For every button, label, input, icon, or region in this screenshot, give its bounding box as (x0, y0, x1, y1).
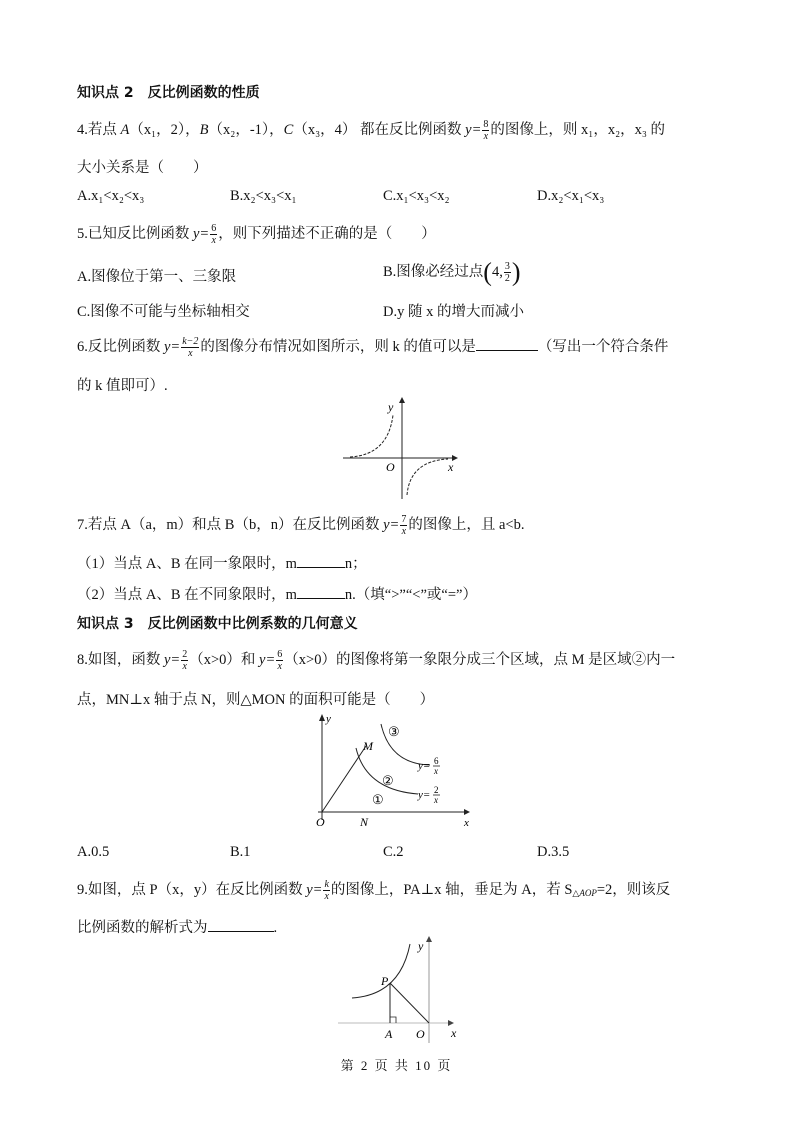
q7-part2-blank[interactable] (297, 598, 345, 599)
section-heading-3: 知识点 3 反比例函数中比例系数的几何意义 (77, 616, 358, 632)
q5-suffix: ，则下列描述不正确的是（ ） (218, 226, 436, 242)
question-7-part-1 (77, 552, 367, 573)
q4-suffix: 的图像上，则 x₁，x₂，x₃ 的 (490, 122, 666, 138)
question-7-part-2 (77, 583, 477, 604)
q8-f2-fraction (276, 649, 283, 672)
q8-f2-y: y= (259, 652, 276, 668)
q8-option-d[interactable]: D.3.5 (537, 844, 570, 860)
q6-fraction (181, 336, 199, 359)
q4-option-b[interactable]: B.x₂<x₃<x₁ (230, 188, 297, 204)
q8-point-m-label: M (363, 739, 373, 753)
question-4-line1: 4.若点 A（x₁，2），B（x₂，-1），C（x₃，4） 都在反比例函数 y= $\frac{8}{x}$ 的图像上，则 x₁，x₂，x₃ 的 (77, 119, 666, 143)
question-9-line1 (77, 878, 670, 902)
q8-f2-num: 6 (277, 649, 283, 661)
q9-suffix: 的图像上，PA⊥x 轴，垂足为 A，若 S (330, 882, 573, 898)
q8-curve6-label: y= (418, 760, 431, 772)
q8-region-2: ② (382, 773, 394, 788)
q8-y-arrow-icon (319, 714, 325, 721)
q7-part2-suffix: n.（填“>”“<”或“=”） (344, 587, 477, 603)
q8-prefix: 8.如图，函数 (77, 652, 164, 668)
q7-part1-suffix: n； (344, 556, 367, 572)
q9-suffix2: =2，则该反 (596, 882, 671, 898)
q8-curve2-num: 2 (434, 785, 439, 795)
q4-option-d[interactable]: D.x₂<x₁<x₃ (537, 188, 605, 204)
question-9-line2 (77, 916, 277, 937)
q4-point-b-coords: （x₂，-1） (208, 122, 270, 138)
q5-frac-den: x (211, 235, 216, 247)
q9-frac-den: x (324, 891, 329, 903)
q5-point-x: 4, (491, 264, 503, 280)
q5-prefix: 5.已知反比例函数 (77, 226, 193, 242)
q7-suffix: 的图像上，且 a<b. (408, 517, 525, 533)
q7-part1-prefix: （1）当点 A、B 在同一象限时，m (77, 556, 297, 572)
q5-point-num: 3 (504, 261, 510, 273)
q9-subscript: △AOP (572, 888, 597, 898)
q9-graph (338, 935, 463, 1045)
page-footer: 第 2 页 共 10 页 (340, 1058, 453, 1073)
question-5-line1 (77, 222, 436, 246)
question-7-line1 (77, 513, 524, 537)
q8-option-a[interactable]: A.0.5 (77, 844, 110, 860)
q8-f1-cond: （x>0）和 (189, 652, 260, 668)
q7-frac-den: x (401, 526, 407, 538)
q8-curve6-num: 6 (434, 756, 439, 766)
q9-line2-text: 比例函数的解析式为 (77, 920, 208, 936)
q9-frac-num: k (324, 879, 329, 891)
q4-fraction (482, 119, 489, 142)
q6-suffix: 的图像分布情况如图所示，则 k 的值可以是 (200, 339, 476, 355)
q8-f1-num: 2 (182, 649, 188, 661)
q6-graph (340, 395, 460, 500)
q5-option-c[interactable]: C.图像不可能与坐标轴相交 (77, 304, 250, 320)
q4-point-c-coords: （x₃，4） (293, 122, 357, 138)
q9-y-arrow-icon (426, 936, 432, 942)
q4-point-a: A (120, 122, 130, 138)
q4-frac-den: x (483, 131, 489, 143)
q6-curve-quadrant-4 (407, 459, 448, 495)
q6-tail: （写出一个符合条件 (537, 339, 669, 355)
q4-func-y: y= (465, 122, 482, 138)
q5-fraction (210, 223, 217, 246)
question-4-line2: 大小关系是（ ） (77, 160, 208, 176)
q9-hyperbola-curve (352, 944, 410, 998)
q6-y-label: y (388, 400, 394, 414)
q8-graph (318, 712, 478, 828)
q9-prefix: 9.如图，点 P（x，y）在反比例函数 (77, 882, 307, 898)
q9-point-a-label: A (385, 1027, 393, 1041)
q8-f1-fraction (181, 649, 188, 672)
q9-y-label: y (418, 939, 424, 953)
question-8-line1 (77, 648, 675, 672)
q9-line2-end: . (273, 920, 278, 936)
q5-option-d[interactable]: D.y 随 x 的增大而减小 (383, 304, 524, 320)
q4-option-a[interactable]: A.x₁<x₂<x₃ (77, 188, 145, 204)
q6-x-label: x (448, 460, 454, 474)
q8-suffix: （x>0）的图像将第一象限分成三个区域，点 M 是区域②内一 (284, 652, 676, 668)
q5-option-b-text: B.图像必经过点 (383, 264, 484, 280)
q4-prefix: 4.若点 (77, 122, 121, 138)
q9-x-label: x (451, 1026, 457, 1040)
q8-y-label: y (326, 713, 331, 725)
q5-option-a[interactable]: A.图像位于第一、三象限 (77, 269, 237, 285)
q9-answer-blank[interactable] (208, 931, 274, 932)
q5-func-y: y= (193, 226, 210, 242)
q7-part2-prefix: （2）当点 A、B 在不同象限时，m (77, 587, 297, 603)
q9-point-p-label: P (381, 974, 389, 988)
question-6-line1 (77, 335, 668, 359)
q8-curve2-label: y= (418, 789, 431, 801)
q8-f2-den: x (277, 661, 282, 673)
q5-option-b[interactable] (383, 257, 521, 287)
q8-curve6-den: x (434, 766, 438, 776)
q7-frac-num: 7 (401, 514, 407, 526)
q8-curve2-den: x (434, 795, 438, 805)
q9-func-y: y= (306, 882, 323, 898)
q7-func-y: y= (383, 517, 400, 533)
q9-fraction (323, 879, 329, 902)
q7-fraction (400, 514, 407, 537)
q8-region-3: ③ (388, 724, 400, 739)
q5-point-fraction (504, 261, 511, 284)
q4-point-b: B (199, 122, 209, 138)
q7-prefix: 7.若点 A（a，m）和点 B（b，n）在反比例函数 (77, 517, 384, 533)
q8-option-c[interactable]: C.2 (383, 844, 404, 860)
section-heading-2: 知识点 2 反比例函数的性质 (77, 85, 260, 101)
question-8-line2: 点，MN⊥x 轴于点 N，则△MON 的面积可能是（ ） (77, 692, 435, 708)
q8-x-label: x (464, 817, 469, 829)
q6-origin-label: O (386, 460, 395, 474)
q8-x-arrow-icon (464, 809, 470, 815)
q8-f1-den: x (182, 661, 187, 673)
q6-curve-quadrant-2 (350, 415, 393, 457)
q8-option-b[interactable]: B.1 (230, 844, 251, 860)
q4-point-a-coords: （x₁，2） (129, 122, 186, 138)
question-6-line2: 的 k 值即可）. (77, 378, 168, 394)
q8-f1-y: y= (164, 652, 181, 668)
q8-region-1: ① (372, 792, 384, 807)
q5-point-den: 2 (504, 273, 510, 285)
q8-origin-label: O (316, 815, 325, 829)
q4-point-c: C (283, 122, 294, 138)
q4-frac-num: 8 (483, 119, 489, 131)
q9-origin-label: O (416, 1027, 425, 1041)
q8-point-n-label: N (360, 815, 369, 829)
q4-option-c[interactable]: C.x₁<x₃<x₂ (383, 188, 450, 204)
q7-part1-blank[interactable] (297, 567, 345, 568)
q8-segment-om (322, 746, 366, 812)
q6-func-y: y= (164, 339, 181, 355)
q5-right-paren: ) (511, 257, 521, 287)
q5-frac-num: 6 (211, 223, 217, 235)
q5-left-paren: ( (483, 257, 492, 287)
q4-mid: 都在反比例函数 (356, 122, 466, 138)
q9-right-angle-icon (390, 1017, 396, 1023)
q6-answer-blank[interactable] (476, 350, 538, 351)
q6-frac-den: x (188, 348, 193, 360)
q6-y-arrow-icon (399, 397, 405, 403)
q6-prefix: 6.反比例函数 (77, 339, 164, 355)
q6-frac-num: k−2 (182, 336, 199, 348)
